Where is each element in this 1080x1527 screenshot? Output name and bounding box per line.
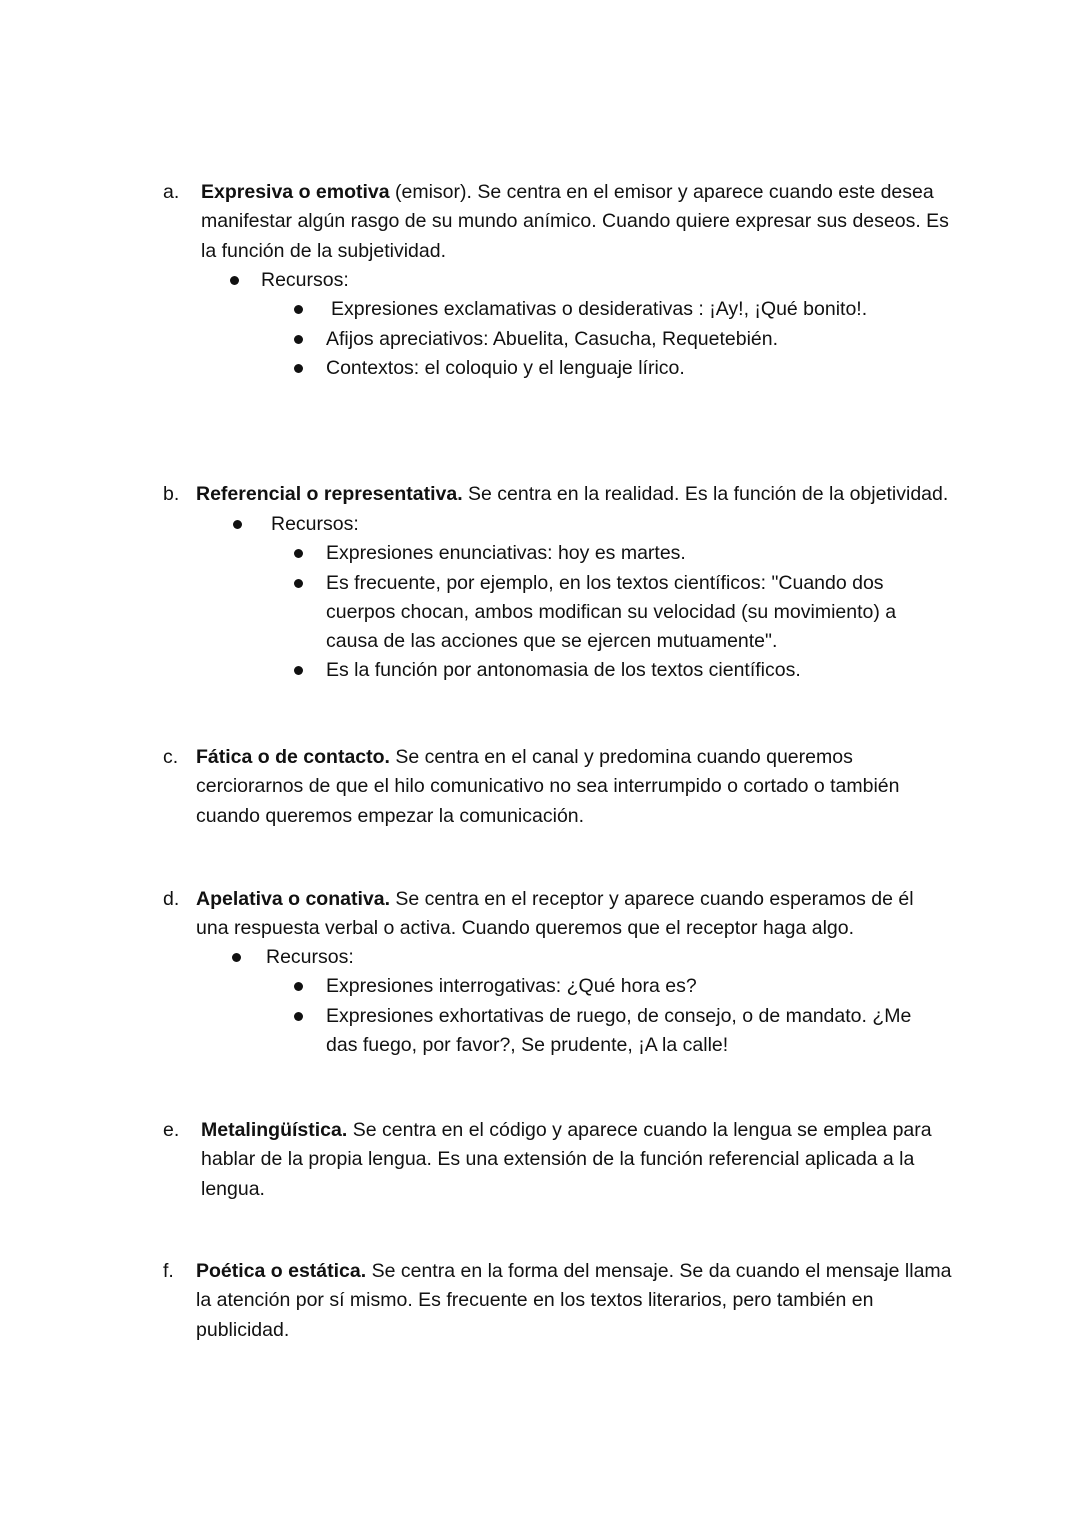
list-item [326, 972, 926, 1001]
bullet-icon [294, 335, 303, 344]
list-item-text: Es la función por antonomasia de los textos científicos. [326, 659, 801, 682]
list-item-text: Es frecuente, por ejemplo, en los textos científicos: "Cuando dos cuerpos chocan, ambos modifican su velocidad (su movimiento) a causa de las acciones que se ejercen mutuamente". [326, 571, 897, 653]
list-item [326, 295, 926, 324]
section-paragraph [196, 885, 926, 944]
section-marker: f. [163, 1260, 174, 1282]
section-term: Metalingüística. [201, 1119, 348, 1141]
section-a-resources [0, 266, 1080, 383]
section-paragraph [196, 1257, 956, 1345]
bullet-icon [294, 666, 303, 675]
resources-label: Recursos: [261, 269, 349, 291]
list-item [326, 569, 916, 657]
resources-label: Recursos: [266, 946, 354, 968]
section-marker: b. [163, 483, 180, 505]
section-term: Referencial o representativa. [196, 483, 463, 505]
section-term: Expresiva o emotiva [201, 181, 390, 203]
bullet-icon [294, 305, 303, 314]
bullet-icon [294, 1012, 303, 1021]
list-item-text: Afijos apreciativos: Abuelita, Casucha, Requetebién. [326, 327, 779, 350]
list-item [326, 1002, 926, 1061]
resources-label: Recursos: [271, 513, 359, 535]
section-marker: d. [163, 888, 180, 910]
bullet-icon [232, 953, 241, 962]
list-item [326, 325, 926, 354]
section-paragraph [201, 1116, 936, 1204]
bullet-icon [294, 579, 303, 588]
section-d [163, 885, 963, 944]
section-b [163, 480, 983, 509]
list-item-text: Expresiones interrogativas: ¿Qué hora es? [326, 975, 697, 998]
list-item [326, 354, 926, 383]
section-a [163, 178, 963, 266]
section-marker: c. [163, 746, 179, 768]
section-text: Se centra en la realidad. Es la función de la objetividad. [462, 483, 949, 505]
section-d-resources [0, 943, 1080, 1060]
section-text: Se centra en el canal y predomina cuando queremos cerciorarnos de que el hilo comunicativo no sea interrumpido o cortado o también cuando queremos empezar la comunicación. [196, 746, 900, 827]
list-item [326, 539, 926, 568]
section-f [163, 1257, 963, 1345]
section-paragraph [196, 480, 986, 509]
section-paragraph [201, 178, 961, 266]
resources-item [266, 943, 1080, 972]
section-term: Apelativa o conativa. [196, 888, 390, 910]
resources-item [261, 266, 1080, 295]
bullet-icon [294, 364, 303, 373]
section-paragraph [196, 743, 936, 831]
section-term: Fática o de contacto. [196, 746, 390, 768]
section-text: Se centra en el receptor y aparece cuando esperamos de él una respuesta verbal o activa. Cuando queremos que el receptor haga algo. [196, 888, 914, 940]
section-text: Se centra en el código y aparece cuando la lengua se emplea para hablar de la propia lengua. Es una extensión de la función referencial aplicada a la lengua. [201, 1119, 932, 1200]
list-item-text: Expresiones exhortativas de ruego, de consejo, o de mandato. ¿Me das fuego, por favor?, Se prudente, ¡A la calle! [326, 1004, 912, 1056]
section-b-resources [0, 510, 1080, 686]
section-text: Se centra en la forma del mensaje. Se da cuando el mensaje llama la atención por sí mismo. Es frecuente en los textos literarios, pero también en publicidad. [196, 1260, 952, 1341]
bullet-icon [233, 520, 242, 529]
section-e [163, 1116, 963, 1204]
bullet-icon [294, 549, 303, 558]
section-marker: e. [163, 1119, 180, 1141]
section-text: (emisor). Se centra en el emisor y aparece cuando este desea manifestar algún rasgo de su mundo anímico. Cuando quiere expresar sus deseos. Es la función de la subjetividad. [201, 181, 949, 262]
section-term: Poética o estática. [196, 1260, 367, 1282]
list-item [326, 656, 926, 685]
list-item-text: Expresiones enunciativas: hoy es martes. [326, 542, 686, 565]
resources-item [271, 510, 1080, 539]
section-marker: a. [163, 181, 180, 203]
list-item-text: Contextos: el coloquio y el lenguaje lírico. [326, 356, 685, 379]
bullet-icon [230, 276, 239, 285]
bullet-icon [294, 982, 303, 991]
list-item-text: Expresiones exclamativas o desiderativas : ¡Ay!, ¡Qué bonito!. [331, 298, 868, 321]
section-c [163, 743, 963, 831]
